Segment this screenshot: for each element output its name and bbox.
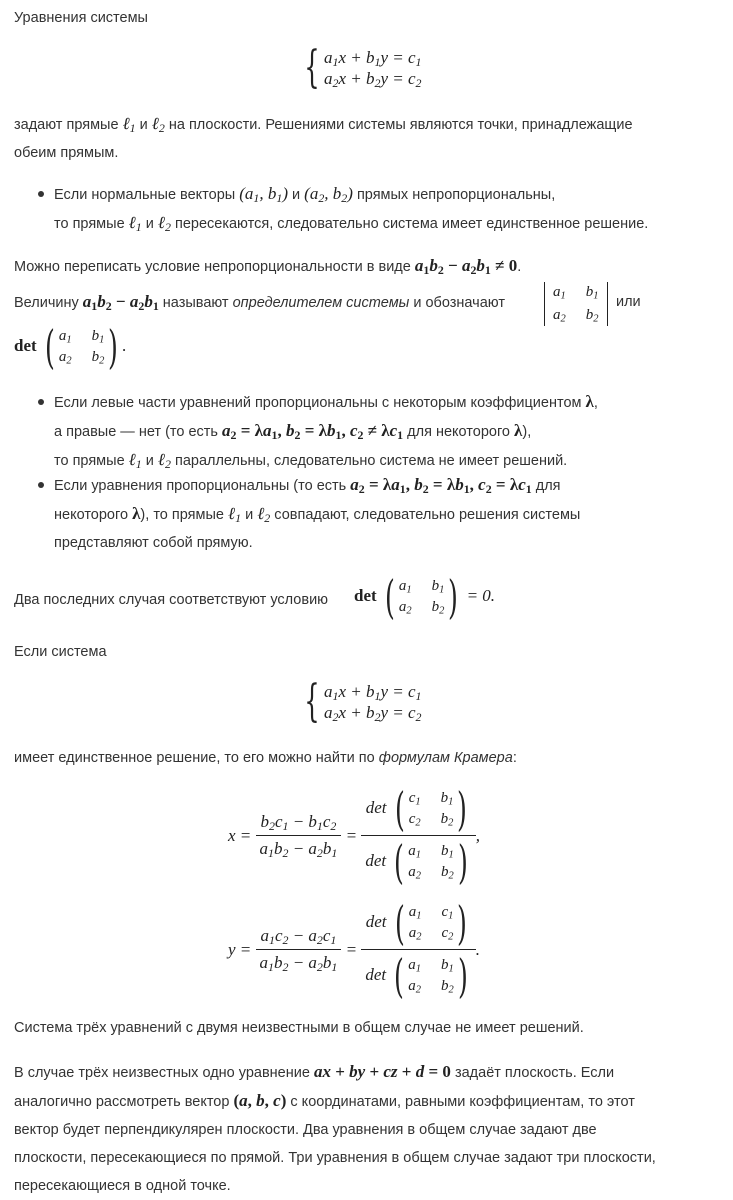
bullet-icon: [38, 399, 44, 405]
list-item-nonproportional: Если нормальные векторы ($a_1$, $b_1$) и ($a_2$, $b_2$) прямых непропорциональны, то прямые ℓ$_1$ и ℓ$_2$ пересекаются, следовательно система имеет единственное решение.: [54, 184, 649, 234]
paragraph-last-cases: Два последних случая соответствуют условию: [14, 592, 329, 608]
cramer-formula-y: y = $\frac{a_1c_2 - a_2c_1}{a_1b_2 - a_2b_1}$ = det ( $a_1$ $c_1$ $a_2$ $c_2$ ) det ( $a_1$ $b_1$ $a_2$ $b_2$ ) .: [228, 896, 480, 1003]
list-item-parallel: Если левые части уравнений пропорциональны с некоторым коэффициентом λ, а правые — нет (то есть $a_2 = \lambda a_1$, $b_2 = \lambda b_1$, $c_2 \ne \lambda c_1$ для некоторого λ), то прямые ℓ$_1$ и ℓ$_2$ параллельны, следовательно система не имеет решений.: [54, 392, 598, 471]
determinant-bars: $a_1$ $b_1$ $a_2$ $b_2$: [544, 282, 608, 326]
paragraph-intro: [14, 4, 148, 32]
paragraph-determinant: Величину $a_1b_2 - a_2b_1$ называют определителем системы и обозначают: [14, 292, 505, 313]
paragraph-three-equations: Система трёх уравнений с двумя неизвестными в общем случае не имеет решений.: [14, 1020, 584, 1036]
paragraph-cramer: имеет единственное решение, то его можно найти по формулам Крамера:: [14, 750, 517, 766]
list-item-coincide: Если уравнения пропорциональны (то есть $a_2 = \lambda a_1$, $b_2 = \lambda b_1$, $c_2 = \lambda c_1$ для некоторого λ), то прямые ℓ$_1$ и ℓ$_2$ совпадают, следовательно решения системы представляют собой прямую.: [54, 475, 581, 551]
determinant-notation-1: det ( $a_1$ $b_1$ $a_2$ $b_2$ ) .: [14, 320, 127, 374]
bullet-icon: [38, 482, 44, 488]
brace-icon: {: [304, 42, 320, 93]
determinant-zero: det ( $a_1$ $b_1$ $a_2$ $b_2$ ) = 0.: [354, 570, 496, 624]
paragraph-three-unknowns: В случае трёх неизвестных одно уравнение ax + by + cz + d = 0 задаёт плоскость. Если аналогично рассмотреть вектор (a, b, c) с координатами, равными коэффициентам, то этот вектор будет перпендикулярен плоскости. Два уравнения в общем случае задают две плоскости, пересекающиеся по прямой. Три уравнения в общем случае задают три плоскости, пересекающиеся в одной точке.: [14, 1062, 656, 1194]
paragraph-lines: задают прямые ℓ$_1$ и ℓ$_2$ на плоскости. Решениями системы являются точки, принадлежащие обеим прямым.: [14, 114, 633, 161]
equation-system-1: { $a_1x + b_1y = c_1$ $a_2x + b_2y = c_2$: [304, 42, 422, 93]
equation-system-2: { $a_1x + b_1y = c_1$ $a_2x + b_2y = c_2$: [304, 676, 422, 727]
brace-icon: {: [304, 676, 320, 727]
text-or: или: [616, 294, 641, 310]
paragraph-if-system: Если система: [14, 644, 107, 660]
paragraph-condition: Можно переписать условие непропорциональности в виде $a_1b_2 - a_2b_1 \ne 0$.: [14, 256, 522, 277]
bullet-icon: [38, 191, 44, 197]
cramer-formula-x: x = $\frac{b_2c_1 - b_1c_2}{a_1b_2 - a_2b_1}$ = det ( $c_1$ $b_1$ $c_2$ $b_2$ ) det ( $a_1$ $b_1$ $a_2$ $b_2$ ) ,: [228, 782, 480, 889]
intro-text: Уравнения системы: [14, 10, 148, 26]
